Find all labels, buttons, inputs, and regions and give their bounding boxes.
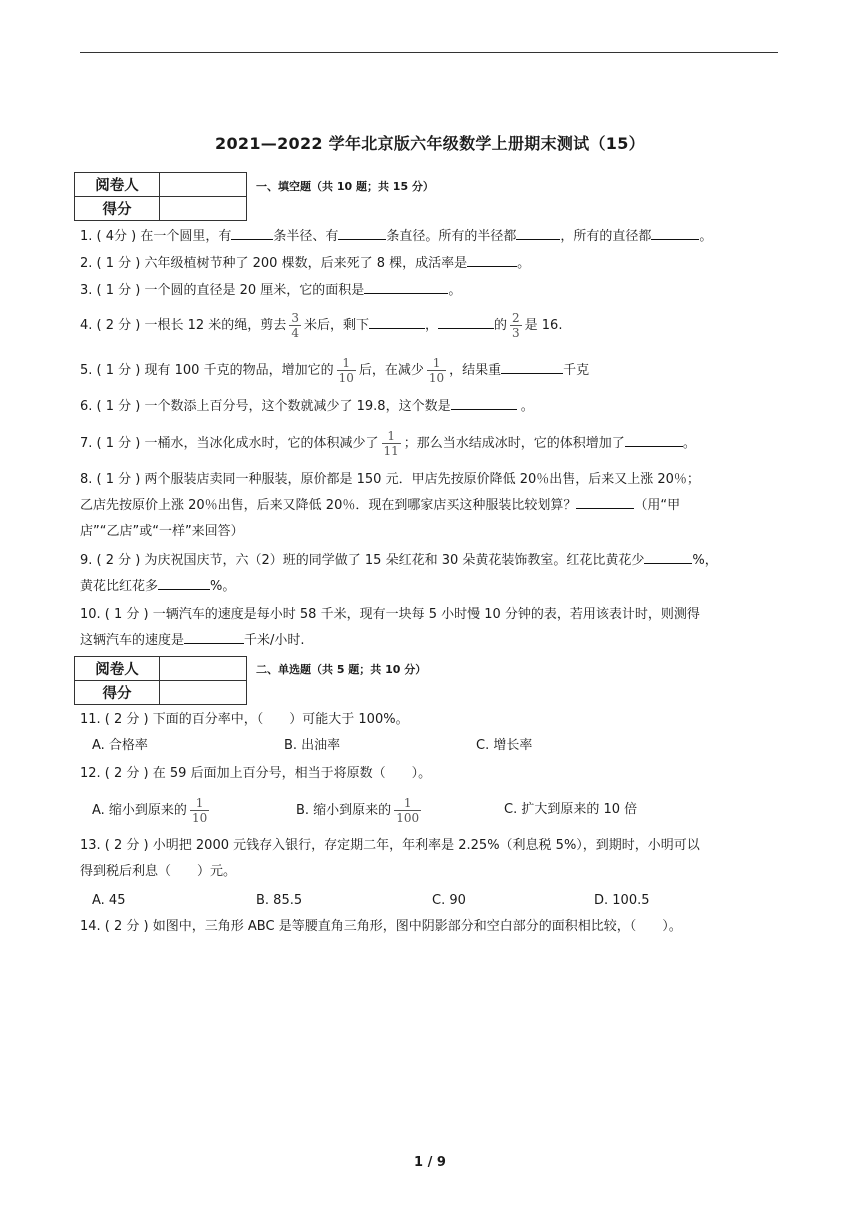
fraction	[289, 312, 301, 339]
question-text: 这辆汽车的速度是	[80, 633, 185, 648]
q12-option-c[interactable]: C. 扩大到原来的 10 倍	[504, 802, 638, 817]
question-text: 为庆祝国庆节，六（2）班的同学做了 15 朵红花和 30 朵黄花装饰教室。红花比黄花少	[144, 553, 645, 568]
question-1	[80, 224, 780, 250]
question-7	[80, 430, 780, 457]
question-text: 后，在减少	[358, 363, 424, 378]
question-text: 10	[338, 371, 354, 385]
answer-blank[interactable]	[338, 225, 386, 240]
question-line	[80, 602, 780, 628]
answer-blank[interactable]	[644, 549, 692, 564]
score-table-2	[74, 656, 247, 705]
question-text: 小明把 2000 元钱存入银行，存定期二年，年利率是 2.25%（利息税 5%），到期时，小明可以	[152, 838, 700, 853]
fraction	[510, 312, 522, 339]
question-text: 在一个圆里，有	[140, 229, 232, 244]
score-table-1	[74, 172, 247, 221]
question-text: 如图中，三角形 ABC 是等腰直角三角形，图中阴影部分和空白部分的面积相比较，（ ）。	[152, 919, 682, 934]
question-text: 千克	[563, 363, 590, 378]
question-12	[80, 761, 780, 787]
question-text: 2. ( 1 分 )	[80, 256, 141, 271]
question-line	[80, 493, 780, 519]
answer-blank[interactable]	[576, 494, 634, 509]
q12-option-b[interactable]	[296, 797, 424, 824]
score-cell	[160, 681, 247, 705]
question-text: 3	[512, 326, 520, 340]
reviewer-cell	[160, 657, 247, 681]
reviewer-label: 阅卷人	[75, 657, 160, 681]
score-label: 得分	[75, 197, 160, 221]
answer-blank[interactable]	[451, 395, 517, 410]
reviewer-label: 阅卷人	[75, 173, 160, 197]
question-text: 现有 100 千克的物品，增加它的	[144, 363, 334, 378]
question-line	[80, 548, 780, 574]
question-text: 在 59 后面加上百分号，相当于将原数（ ）。	[152, 766, 432, 781]
fraction	[337, 357, 356, 384]
question-text: 1	[432, 356, 441, 370]
question-text: 10. ( 1 分 )	[80, 607, 149, 622]
question-text: 。	[448, 283, 462, 298]
question-line	[80, 628, 780, 654]
fraction	[394, 797, 421, 824]
question-text: 一辆汽车的速度是每小时 58 千米，现有一块每 5 小时慢 10 分钟的表，若用该表计时，则测得	[152, 607, 700, 622]
section-heading-fill-blank: 一、填空题（共 10 题；共 15 分）	[256, 180, 434, 193]
question-text: A. 缩小到原来的	[92, 803, 187, 818]
question-text: 下面的百分率中，（ ）可能大于 100%。	[152, 712, 409, 727]
question-text: ，	[424, 318, 438, 333]
answer-blank[interactable]	[438, 314, 494, 329]
question-text: 得到税后利息（ ）元。	[80, 864, 237, 879]
q11-option-c[interactable]: C. 增长率	[476, 738, 533, 753]
question-text: 店”“乙店”或“一样”来回答）	[80, 524, 244, 539]
q12-option-a[interactable]	[92, 797, 212, 824]
question-text: 1. ( 4分 )	[80, 229, 137, 244]
answer-blank[interactable]	[625, 432, 683, 447]
question-text: 13. ( 2 分 )	[80, 838, 149, 853]
question-text: 10	[428, 371, 445, 385]
question-text: 12. ( 2 分 )	[80, 766, 149, 781]
question-text: 米后，剩下	[303, 318, 369, 333]
question-text: 。	[682, 436, 696, 451]
q13-option-d[interactable]: D. 100.5	[594, 893, 650, 908]
question-text: B. 缩小到原来的	[296, 803, 392, 818]
question-text: 1	[387, 429, 395, 443]
question-text: 100	[396, 811, 420, 825]
question-text: %。	[210, 579, 236, 594]
question-text: 11	[383, 444, 399, 458]
question-text: 11. ( 2 分 )	[80, 712, 149, 727]
question-text: 一根长 12 米的绳，剪去	[144, 318, 287, 333]
question-text: 4	[291, 326, 299, 340]
question-text: 六年级植树节种了 200 棵数，后来死了 8 棵，成活率是	[144, 256, 468, 271]
header-rule	[80, 52, 778, 53]
answer-blank[interactable]	[501, 359, 563, 374]
question-line	[80, 467, 780, 493]
question-text: 。	[517, 256, 531, 271]
question-14	[80, 914, 780, 940]
question-text: 1	[195, 796, 204, 810]
question-text: ，结果重	[449, 363, 502, 378]
q11-option-b[interactable]: B. 出油率	[284, 738, 341, 753]
question-10	[80, 602, 780, 654]
q13-option-a[interactable]: A. 45	[92, 893, 126, 908]
answer-blank[interactable]	[651, 225, 699, 240]
answer-blank[interactable]	[184, 629, 244, 644]
question-text: 一个数添上百分号，这个数就减少了 19.8，这个数是	[144, 399, 451, 414]
q13-option-c[interactable]: C. 90	[432, 893, 466, 908]
question-text: 条半径、有	[273, 229, 339, 244]
answer-blank[interactable]	[364, 279, 448, 294]
question-line	[80, 859, 780, 885]
question-2	[80, 251, 780, 277]
fraction	[382, 430, 401, 457]
question-line	[80, 519, 780, 545]
question-4	[80, 312, 780, 339]
reviewer-cell	[160, 173, 247, 197]
question-text: 一桶水，当冰化成水时，它的体积减少了	[144, 436, 379, 451]
question-text: 6. ( 1 分 )	[80, 399, 141, 414]
answer-blank[interactable]	[516, 225, 560, 240]
question-text: ，所有的直径都	[560, 229, 652, 244]
question-text: 14. ( 2 分 )	[80, 919, 149, 934]
question-text: 8. ( 1 分 )	[80, 472, 141, 487]
question-text: %，	[692, 553, 718, 568]
question-text: （用“甲	[634, 498, 681, 513]
question-text: 1	[342, 356, 351, 370]
question-text: 两个服装店卖同一种服装，原价都是 150 元．甲店先按原价降低 20％出售，后来又上涨 20％；	[144, 472, 700, 487]
question-text: 3. ( 1 分 )	[80, 283, 141, 298]
section-heading-single-choice: 二、单选题（共 5 题；共 10 分）	[256, 663, 427, 676]
question-text: ；那么当水结成冰时，它的体积增加了	[403, 436, 625, 451]
answer-blank[interactable]	[467, 252, 517, 267]
q11-option-a[interactable]: A. 合格率	[92, 738, 148, 753]
score-label: 得分	[75, 681, 160, 705]
answer-blank[interactable]	[231, 225, 273, 240]
question-text: 一个圆的直径是 20 厘米，它的面积是	[144, 283, 365, 298]
fraction	[427, 357, 446, 384]
question-text: 的	[493, 318, 507, 333]
question-line	[80, 833, 780, 859]
score-cell	[160, 197, 247, 221]
question-text: 1	[403, 796, 412, 810]
q13-option-b[interactable]: B. 85.5	[256, 893, 303, 908]
question-text: 是 16.	[524, 318, 563, 333]
question-text: 条直径。所有的半径都	[386, 229, 517, 244]
question-text: 10	[191, 811, 208, 825]
question-text: 2	[512, 311, 520, 325]
question-8	[80, 467, 780, 545]
question-text: 。	[699, 229, 713, 244]
answer-blank[interactable]	[158, 575, 210, 590]
question-text: 3	[291, 311, 299, 325]
question-5	[80, 357, 780, 384]
question-text: 9. ( 2 分 )	[80, 553, 141, 568]
page-number: 1 / 9	[414, 1155, 446, 1170]
question-text: 4. ( 2 分 )	[80, 318, 141, 333]
question-text: 5. ( 1 分 )	[80, 363, 141, 378]
answer-blank[interactable]	[369, 314, 425, 329]
question-13	[80, 833, 780, 885]
page-title: 2021—2022 学年北京版六年级数学上册期末测试（15）	[215, 134, 645, 153]
question-text: 7. ( 1 分 )	[80, 436, 141, 451]
question-11	[80, 707, 780, 733]
question-3	[80, 278, 780, 304]
question-text: 千米/小时.	[244, 633, 305, 648]
question-6	[80, 394, 780, 420]
question-line	[80, 574, 780, 600]
question-text: 乙店先按原价上涨 20％出售，后来又降低 20％．现在到哪家店买这种服装比较划算？	[80, 498, 577, 513]
question-text: 。	[520, 399, 534, 414]
question-text: 黄花比红花多	[80, 579, 159, 594]
question-9	[80, 548, 780, 600]
fraction	[190, 797, 209, 824]
